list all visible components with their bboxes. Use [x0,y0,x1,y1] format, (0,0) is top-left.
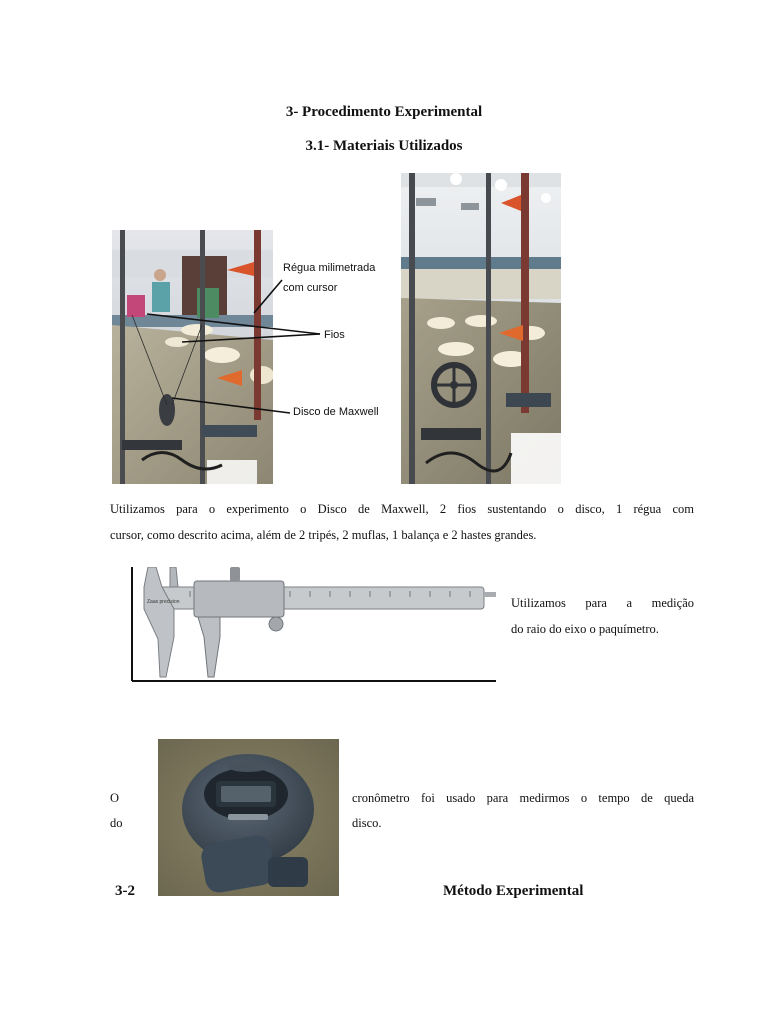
section-title: 3- Procedimento Experimental [285,104,483,120]
label-wires: Fios [324,329,345,341]
label-ruler-line1: Régua milimetrada [283,262,376,274]
stopwatch-right-line2: disco. [352,816,382,830]
lab-setup-photo-right-art [401,173,561,484]
caliper-figure [130,567,496,683]
stopwatch-left-line2: do [110,816,123,830]
disk-pointer-line [172,398,290,413]
wire-pointer-line-2 [182,334,320,342]
caliper-photo [130,567,496,683]
stopwatch-right-line1: cronômetro foi usado para medirmos o tempo de queda [352,791,694,805]
stopwatch-left-line1: O [110,791,120,805]
section-subtitle: 3.1- Materiais Utilizados [305,138,463,154]
ruler-pointer-line [254,280,282,313]
stopwatch-photo [158,739,339,896]
caliper-brand-text: Zaas precision [147,599,180,605]
caliper-text-line1: Utilizamos para a medição [511,596,694,610]
wire-pointer-line-1 [147,314,320,334]
paragraph-materials-line1: Utilizamos para o experimento o Disco de Maxwell, 2 fios sustentando o disco, 1 régua com [110,502,694,516]
paragraph-materials-line2: cursor, como descrito acima, além de 2 tripés, 2 muflas, 1 balança e 2 hastes grandes. [110,528,537,542]
annotation-lines [112,230,332,430]
label-disk: Disco de Maxwell [293,406,379,418]
next-section-title: Método Experimental [443,883,584,899]
lab-setup-photo-right [401,173,561,484]
label-ruler-line2: com cursor [283,282,338,294]
caliper-text-line2: do raio do eixo o paquímetro. [511,622,659,636]
next-section-number: 3-2 [115,883,135,899]
stopwatch-photo-art [158,739,339,896]
